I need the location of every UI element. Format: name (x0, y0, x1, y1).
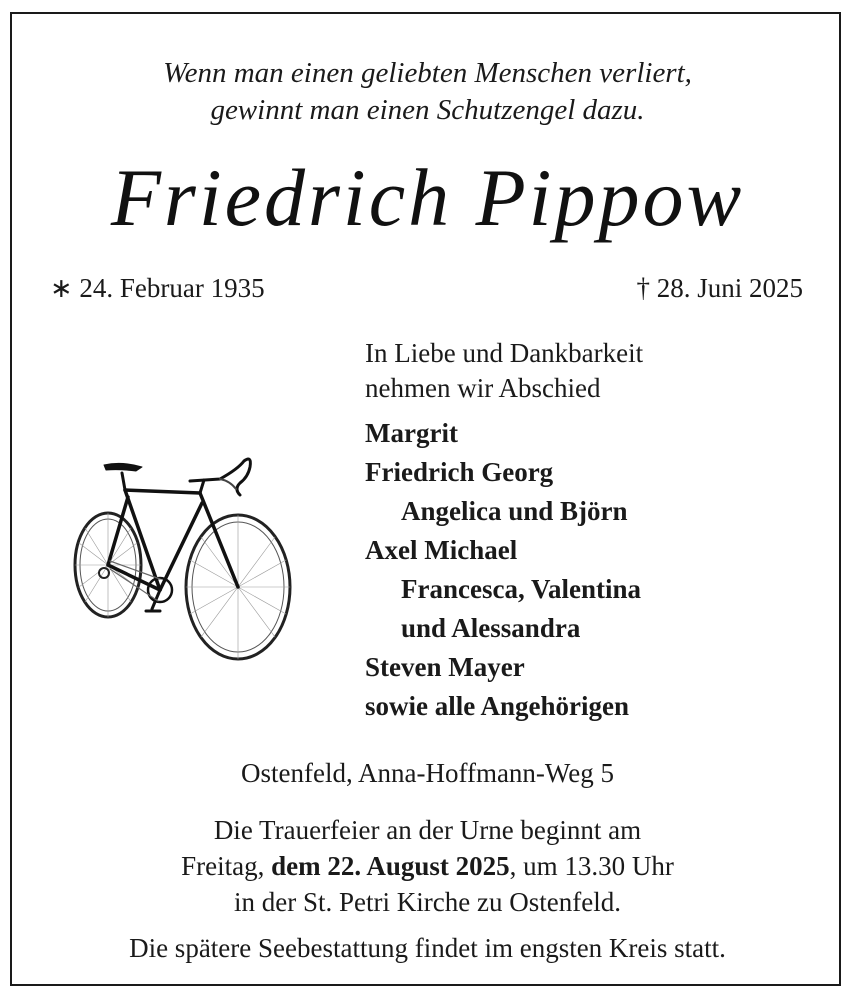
death-date: † 28. Juni 2025 (636, 273, 803, 303)
ceremony-day: Freitag, (181, 851, 272, 881)
ceremony-time: , um 13.30 Uhr (509, 851, 674, 881)
farewell-line-1: In Liebe und Dankbarkeit (365, 338, 644, 368)
birth-date: ∗ 24. Februar 1935 (50, 273, 265, 303)
mourner-list (365, 414, 805, 726)
farewell-line-2: nehmen wir Abschied (365, 373, 601, 403)
residence-address: Ostenfeld, Anna-Hoffmann-Weg 5 (241, 758, 614, 788)
road-bicycle-icon (70, 455, 295, 665)
ceremony-line-1: Die Trauerfeier an der Urne beginnt am (213, 815, 642, 845)
ceremony-location: in der St. Petri Kirche zu Ostenfeld. (234, 887, 621, 917)
mourner-name: Friedrich Georg (365, 457, 554, 487)
mourner-name: sowie alle Angehörigen (365, 691, 629, 721)
mourner-name: Francesca, Valentina (401, 574, 641, 604)
mourner-name: und Alessandra (401, 613, 581, 643)
mourner-name: Angelica und Björn (401, 496, 628, 526)
motto-line-1: Wenn man einen geliebten Menschen verliert, (163, 57, 692, 89)
mourner-name: Axel Michael (365, 535, 518, 565)
ceremony-line-2 (0, 848, 855, 884)
family-block (365, 336, 805, 726)
deceased-name: Friedrich Pippow (110, 152, 745, 243)
ceremony-date: dem 22. August 2025 (271, 851, 510, 881)
mourner-name: Steven Mayer (365, 652, 525, 682)
motto-line-2: gewinnt man einen Schutzengel dazu. (210, 94, 645, 126)
sea-burial-note: Die spätere Seebestattung findet im engsten Kreis statt. (129, 933, 726, 963)
mourner-name: Margrit (365, 418, 458, 448)
funeral-ceremony-info (0, 812, 855, 920)
